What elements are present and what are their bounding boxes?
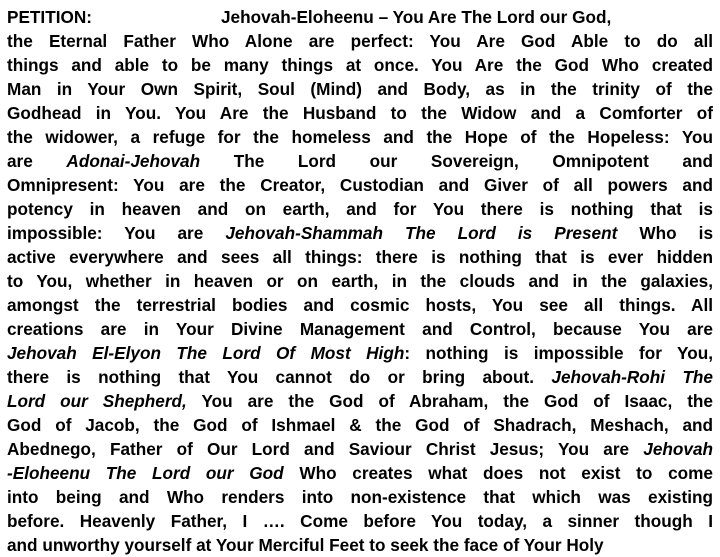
italic-divine-name: Lord our Shepherd,: [7, 391, 187, 411]
italic-divine-name: -Eloheenu The Lord our God: [7, 463, 284, 483]
italic-divine-name: The: [682, 367, 713, 387]
text-segment: [665, 367, 682, 387]
text-segment: : nothing is impossible for You,: [404, 343, 713, 363]
text-segment: amongst the terrestrial bodies and cosmic hosts, You see all things. All: [7, 295, 713, 315]
petition-text-line: [7, 245, 713, 269]
text-segment: are: [7, 151, 67, 171]
italic-divine-name: Jehovah-Shammah The Lord is Present: [225, 223, 618, 243]
petition-document: [7, 5, 713, 557]
petition-text-line: [7, 389, 713, 413]
petition-text-line: [7, 341, 713, 365]
text-segment: there is nothing that You cannot do or bring about.: [7, 367, 552, 387]
italic-divine-name: Jehovah: [643, 439, 713, 459]
text-segment: You are the God of Abraham, the God of Isaac, the: [186, 391, 713, 411]
petition-text-line: [7, 485, 713, 509]
text-segment: impossible: You are: [7, 223, 226, 243]
text-segment: Godhead in You. You Are the Husband to the Widow and a Comforter of: [7, 103, 713, 123]
italic-divine-name: Jehovah El-Elyon The Lord Of Most High: [7, 343, 405, 363]
text-segment: The Lord our Sovereign, Omnipotent and: [200, 151, 713, 171]
petition-text-line: [7, 365, 713, 389]
text-segment: God of Jacob, the God of Ishmael & the God of Shadrach, Meshach, and: [7, 415, 713, 435]
text-segment: the widower, a refuge for the homeless and the Hope of the Hopeless: You: [7, 127, 713, 147]
petition-text-line: [7, 437, 713, 461]
petition-text-line: [7, 293, 713, 317]
petition-text-line: [7, 53, 713, 77]
text-segment: into being and Who renders into non-existence that which was existing: [7, 487, 713, 507]
petition-text-line: [7, 509, 713, 533]
petition-text-line: [7, 413, 713, 437]
text-segment: Man in Your Own Spirit, Soul (Mind) and Body, as in the trinity of the: [7, 79, 713, 99]
petition-text-line: [7, 317, 713, 341]
petition-text-line: [7, 197, 713, 221]
text-segment: and unworthy yourself at Your Merciful Feet to seek the face of Your Holy: [7, 535, 604, 555]
petition-text-line: [7, 77, 713, 101]
petition-text-line: [7, 221, 713, 245]
petition-label: PETITION:: [7, 7, 92, 27]
petition-text-line: [7, 29, 713, 53]
text-segment: creations are in Your Divine Management and Control, because You are: [7, 319, 713, 339]
text-segment: the Eternal Father Who Alone are perfect: You Are God Able to do all: [7, 31, 713, 51]
text-segment: Who creates what does not exist to come: [283, 463, 713, 483]
text-segment: Who is: [617, 223, 714, 243]
text-segment: Jehovah-Eloheenu – You Are The Lord our God,: [221, 7, 612, 27]
text-segment: Abednego, Father of Our Lord and Saviour Christ Jesus; You are: [7, 439, 644, 459]
petition-text-line: [7, 101, 713, 125]
text-segment: things and able to be many things at once. You Are the God Who created: [7, 55, 713, 75]
italic-divine-name: Adonai-Jehovah: [66, 151, 201, 171]
text-segment: to You, whether in heaven or on earth, in the clouds and in the galaxies,: [7, 271, 713, 291]
petition-text-line: [7, 173, 713, 197]
petition-text-line: [7, 269, 713, 293]
petition-heading-line: [7, 5, 713, 29]
petition-text-line: [7, 461, 713, 485]
petition-text-line: [7, 149, 713, 173]
text-segment: potency in heaven and on earth, and for You there is nothing that is: [7, 199, 713, 219]
text-segment: Omnipresent: You are the Creator, Custodian and Giver of all powers and: [7, 175, 713, 195]
text-segment: before. Heavenly Father, I …. Come before You today, a sinner though I: [7, 511, 713, 531]
italic-divine-name: Jehovah-Rohi: [551, 367, 666, 387]
text-segment: active everywhere and sees all things: there is nothing that is ever hidden: [7, 247, 713, 267]
petition-text-line: [7, 533, 713, 557]
petition-text-line: [7, 125, 713, 149]
